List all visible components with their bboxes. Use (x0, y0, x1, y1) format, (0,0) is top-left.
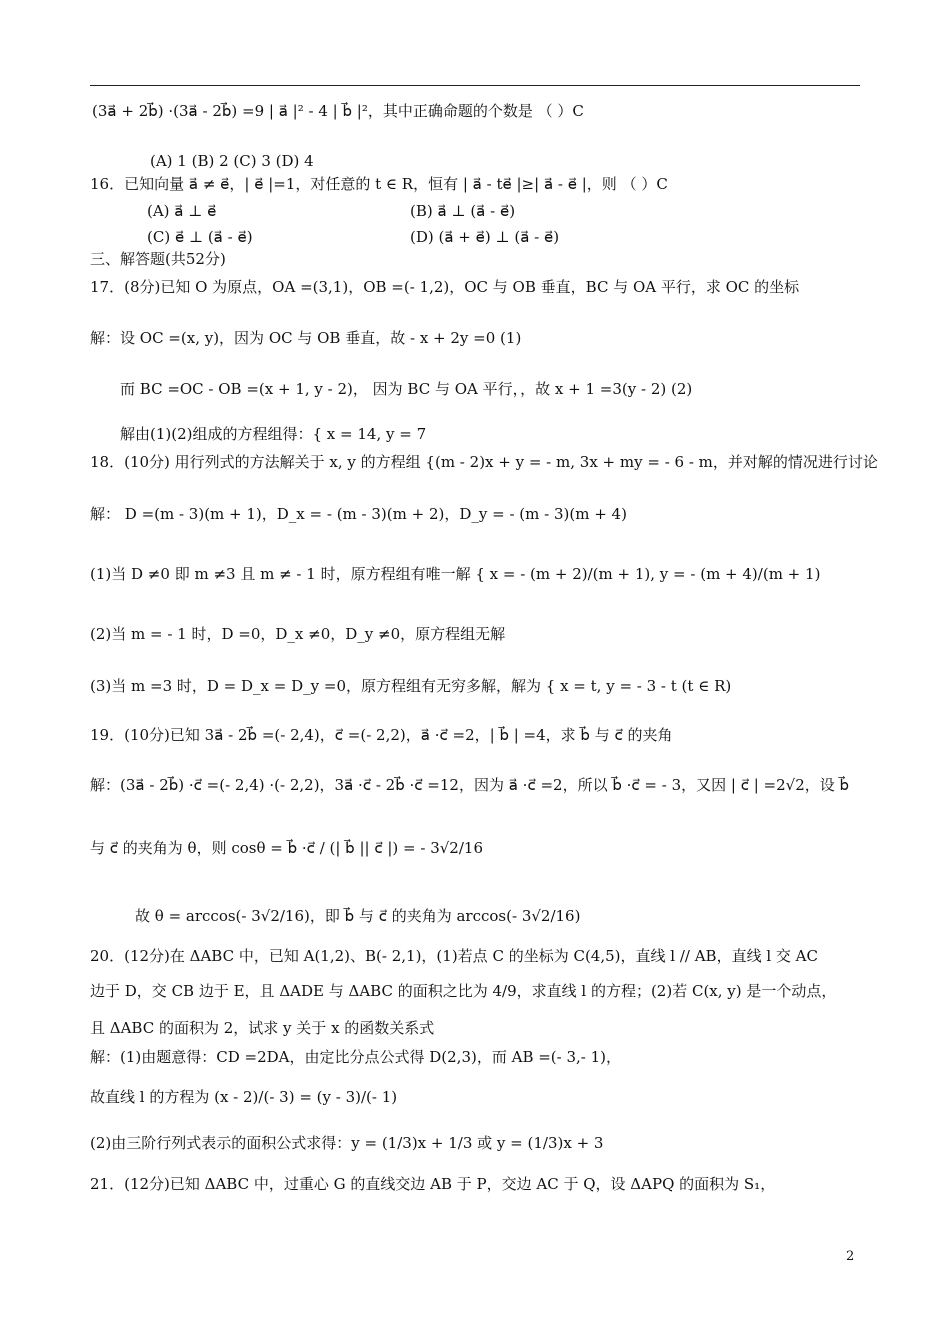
text-line: 而 BC =OC - OB =(x + 1, y - 2)， 因为 BC 与 OA 平行，，故 x + 1 =3(y - 2) (2) (120, 380, 693, 398)
text-line: 21．(12分)已知 ΔABC 中，过重心 G 的直线交边 AB 于 P，交边 AC 于 Q，设 ΔAPQ 的面积为 S₁， (90, 1175, 776, 1193)
text-line: (C) e⃗ ⊥ (a⃗ - e⃗) (147, 228, 253, 246)
text-line: 解：(1)由题意得：CD =2DA，由定比分点公式得 D(2,3)，而 AB =(- 3,- 1)， (90, 1048, 622, 1066)
text-line: 故直线 l 的方程为 (x - 2)/(- 3) = (y - 3)/(- 1) (90, 1088, 398, 1106)
text-line: 且 ΔABC 的面积为 2，试求 y 关于 x 的函数关系式 (90, 1019, 435, 1037)
text-line: (B) a⃗ ⊥ (a⃗ - e⃗) (410, 202, 516, 220)
page-number: 2 (846, 1249, 855, 1264)
text-line: 解：设 OC =(x, y)，因为 OC 与 OB 垂直，故 - x + 2y =0 (1) (90, 329, 522, 347)
text-line: 解：(3a⃗ - 2b⃗) ·c⃗ =(- 2,4) ·(- 2,2)，3a⃗ ·c⃗ - 2b⃗ ·c⃗ =12，因为 a⃗ ·c⃗ =2，所以 b⃗ ·c⃗ = - 3，又因 | c⃗ | =2√2，设 b⃗ (90, 776, 850, 794)
text-line: 16．已知向量 a⃗ ≠ e⃗，| e⃗ |=1，对任意的 t ∈ R，恒有 | a⃗ - te⃗ |≥| a⃗ - e⃗ |，则 （ ）C (90, 175, 668, 193)
text-line: (3a⃗ + 2b⃗) ·(3a⃗ - 2b⃗) =9 | a⃗ |² - 4 | b⃗ |²，其中正确命题的个数是 （ ）C (92, 102, 584, 120)
header-rule (90, 85, 860, 86)
text-line: 20．(12分)在 ΔABC 中，已知 A(1,2)、B(- 2,1)，(1)若点 C 的坐标为 C(4,5)，直线 l // AB，直线 l 交 AC (90, 947, 818, 965)
text-line: (3)当 m =3 时，D = D_x = D_y =0，原方程组有无穷多解，解为 { x = t, y = - 3 - t (t ∈ R) (90, 677, 732, 695)
text-line: 边于 D，交 CB 边于 E，且 ΔADE 与 ΔABC 的面积之比为 4/9，求直线 l 的方程；(2)若 C(x, y) 是一个动点， (90, 982, 837, 1000)
text-line: 与 c⃗ 的夹角为 θ，则 cosθ = b⃗ ·c⃗ / (| b⃗ || c⃗ |) = - 3√2/16 (90, 839, 483, 857)
text-line: 三、解答题(共52分) (90, 250, 226, 268)
text-line: (2)由三阶行列式表示的面积公式求得：y = (1/3)x + 1/3 或 y = (1/3)x + 3 (90, 1134, 604, 1152)
text-line: 解： D =(m - 3)(m + 1)，D_x = - (m - 3)(m + 2)，D_y = - (m - 3)(m + 4) (90, 505, 627, 523)
text-line: (D) (a⃗ + e⃗) ⊥ (a⃗ - e⃗) (410, 228, 560, 246)
text-line: 解由(1)(2)组成的方程组得：{ x = 14, y = 7 (120, 425, 427, 443)
text-line: 17．(8分)已知 O 为原点，OA =(3,1)，OB =(- 1,2)，OC 与 OB 垂直，BC 与 OA 平行，求 OC 的坐标 (90, 278, 800, 296)
text-line: 18．(10分) 用行列式的方法解关于 x, y 的方程组 {(m - 2)x + y = - m, 3x + my = - 6 - m，并对解的情况进行讨论 (90, 453, 878, 471)
text-line: (2)当 m = - 1 时，D =0，D_x ≠0，D_y ≠0，原方程组无解 (90, 625, 506, 643)
text-line: (1)当 D ≠0 即 m ≠3 且 m ≠ - 1 时，原方程组有唯一解 { x = - (m + 2)/(m + 1), y = - (m + 4)/(m + 1) (90, 565, 821, 583)
text-line: 故 θ = arccos(- 3√2/16)，即 b⃗ 与 c⃗ 的夹角为 arccos(- 3√2/16) (135, 907, 581, 925)
text-line: (A) 1 (B) 2 (C) 3 (D) 4 (150, 152, 314, 170)
text-line: (A) a⃗ ⊥ e⃗ (147, 202, 217, 220)
text-line: 19．(10分)已知 3a⃗ - 2b⃗ =(- 2,4)，c⃗ =(- 2,2)，a⃗ ·c⃗ =2，| b⃗ | =4，求 b⃗ 与 c⃗ 的夹角 (90, 726, 673, 744)
